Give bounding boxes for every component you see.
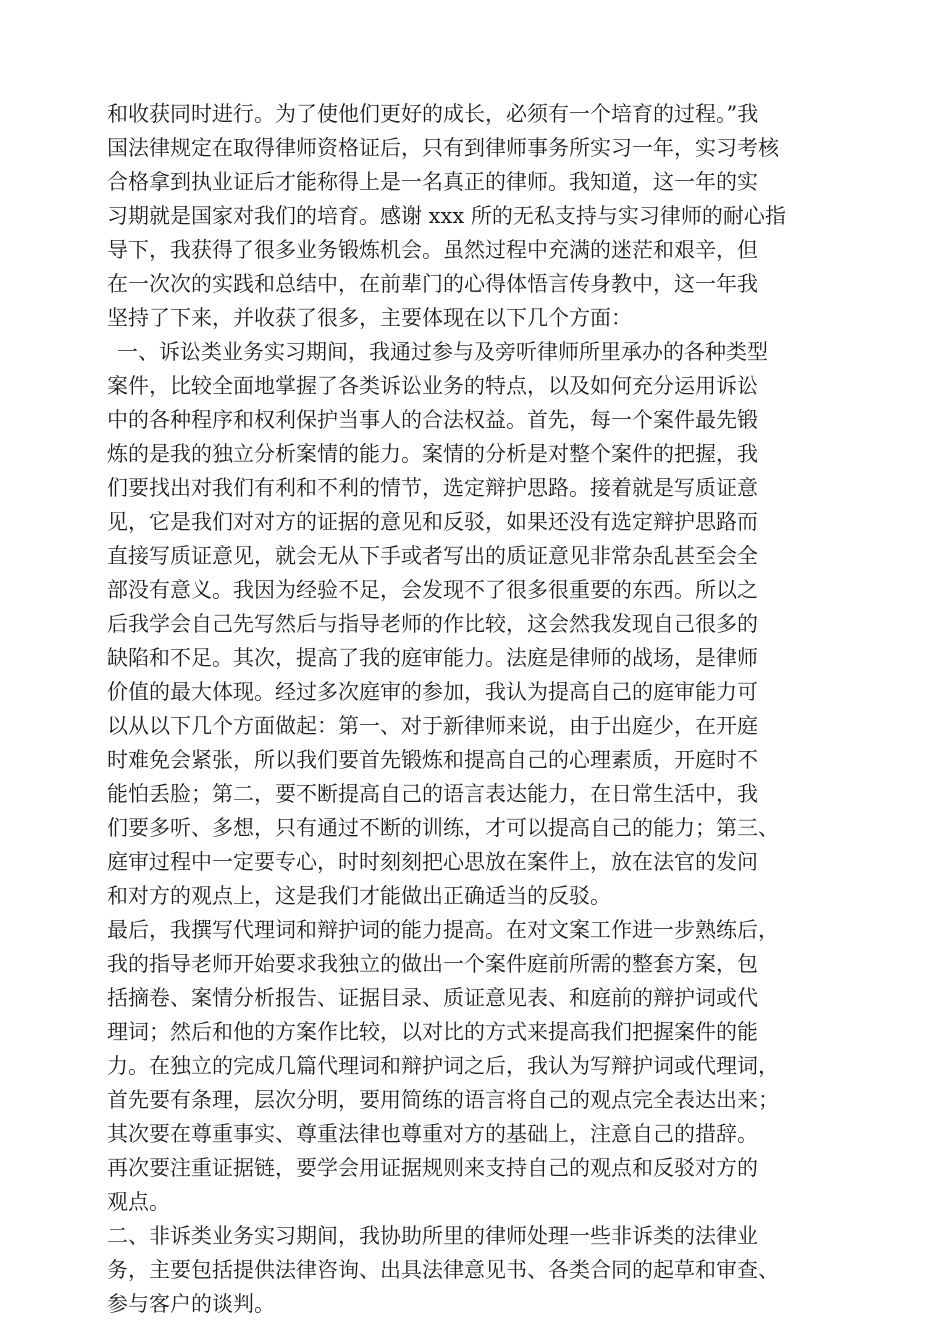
text-line: 部没有意义。我因为经验不足，会发现不了很多很重要的东西。所以之 bbox=[107, 578, 758, 602]
text-line: 庭审过程中一定要专心，时时刻刻把心思放在案件上，放在法官的发问 bbox=[107, 850, 758, 874]
text-line: 务，主要包括提供法律咨询、出具法律意见书、各类合同的起草和审查、 bbox=[107, 1258, 779, 1282]
text-line: 力。在独立的完成几篇代理词和辩护词之后，我认为写辩护词或代理词， bbox=[107, 1054, 779, 1078]
text-line: 合格拿到执业证后才能称得上是一名真正的律师。我知道，这一年的实 bbox=[107, 170, 758, 194]
document-body bbox=[107, 97, 847, 1321]
section-heading-litigation: 一、诉讼类业务实习期间，我通过参与及旁听律师所里承办的各种类型 bbox=[117, 340, 768, 364]
text-line: 中的各种程序和权利保护当事人的合法权益。首先，每一个案件最先锻 bbox=[107, 408, 758, 432]
text-line: 在一次次的实践和总结中，在前辈门的心得体悟言传身教中，这一年我 bbox=[107, 272, 758, 296]
text-line: 最后，我撰写代理词和辩护词的能力提高。在对文案工作进一步熟练后， bbox=[107, 918, 779, 942]
text-line: 以从以下几个方面做起：第一、对于新律师来说，由于出庭少，在开庭 bbox=[107, 714, 758, 738]
text-line: 们要多听、多想，只有通过不断的训练，才可以提高自己的能力；第三、 bbox=[107, 816, 779, 840]
text-line: 后我学会自己先写然后与指导老师的作比较，这会然我发现自己很多的 bbox=[107, 612, 758, 636]
text-line: 理词；然后和他的方案作比较，以对比的方式来提高我们把握案件的能 bbox=[107, 1020, 758, 1044]
text-line: 习期就是国家对我们的培育。感谢 xxx 所的无私支持与实习律师的耐心指 bbox=[107, 204, 786, 228]
text-line: 能怕丢脸；第二，要不断提高自己的语言表达能力，在日常生活中，我 bbox=[107, 782, 758, 806]
text-line: 其次要在尊重事实、尊重法律也尊重对方的基础上，注意自己的措辞。 bbox=[107, 1122, 758, 1146]
text-line: 再次要注重证据链，要学会用证据规则来支持自己的观点和反驳对方的 bbox=[107, 1156, 758, 1180]
text-line: 首先要有条理，层次分明，要用简练的语言将自己的观点完全表达出来； bbox=[107, 1088, 779, 1112]
text-line: 参与客户的谈判。 bbox=[107, 1292, 275, 1316]
text-line: 缺陷和不足。其次，提高了我的庭审能力。法庭是律师的战场，是律师 bbox=[107, 646, 758, 670]
text-line: 直接写质证意见，就会无从下手或者写出的质证意见非常杂乱甚至会全 bbox=[107, 544, 758, 568]
text-line: 们要找出对我们有利和不利的情节，选定辩护思路。接着就是写质证意 bbox=[107, 476, 758, 500]
text-line: 炼的是我的独立分析案情的能力。案情的分析是对整个案件的把握，我 bbox=[107, 442, 758, 466]
text-line: 价值的最大体现。经过多次庭审的参加，我认为提高自己的庭审能力可 bbox=[107, 680, 758, 704]
text-line: 和收获同时进行。为了使他们更好的成长，必须有一个培育的过程。”我 bbox=[107, 102, 759, 126]
text-line: 括摘卷、案情分析报告、证据目录、质证意见表、和庭前的辩护词或代 bbox=[107, 986, 758, 1010]
text-line: 坚持了下来，并收获了很多，主要体现在以下几个方面： bbox=[107, 306, 632, 330]
text-line: 我的指导老师开始要求我独立的做出一个案件庭前所需的整套方案，包 bbox=[107, 952, 758, 976]
text-line: 见，它是我们对对方的证据的意见和反驳，如果还没有选定辩护思路而 bbox=[107, 510, 758, 534]
text-line: 案件，比较全面地掌握了各类诉讼业务的特点，以及如何充分运用诉讼 bbox=[107, 374, 758, 398]
text-line: 导下，我获得了很多业务锻炼机会。虽然过程中充满的迷茫和艰辛，但 bbox=[107, 238, 758, 262]
text-line: 和对方的观点上，这是我们才能做出正确适当的反驳。 bbox=[107, 884, 611, 908]
text-line: 时难免会紧张，所以我们要首先锻炼和提高自己的心理素质，开庭时不 bbox=[107, 748, 758, 772]
text-line: 国法律规定在取得律师资格证后，只有到律师事务所实习一年，实习考核 bbox=[107, 136, 779, 160]
section-heading-non-litigation: 二、非诉类业务实习期间，我协助所里的律师处理一些非诉类的法律业 bbox=[107, 1224, 758, 1248]
text-line: 观点。 bbox=[107, 1190, 170, 1214]
